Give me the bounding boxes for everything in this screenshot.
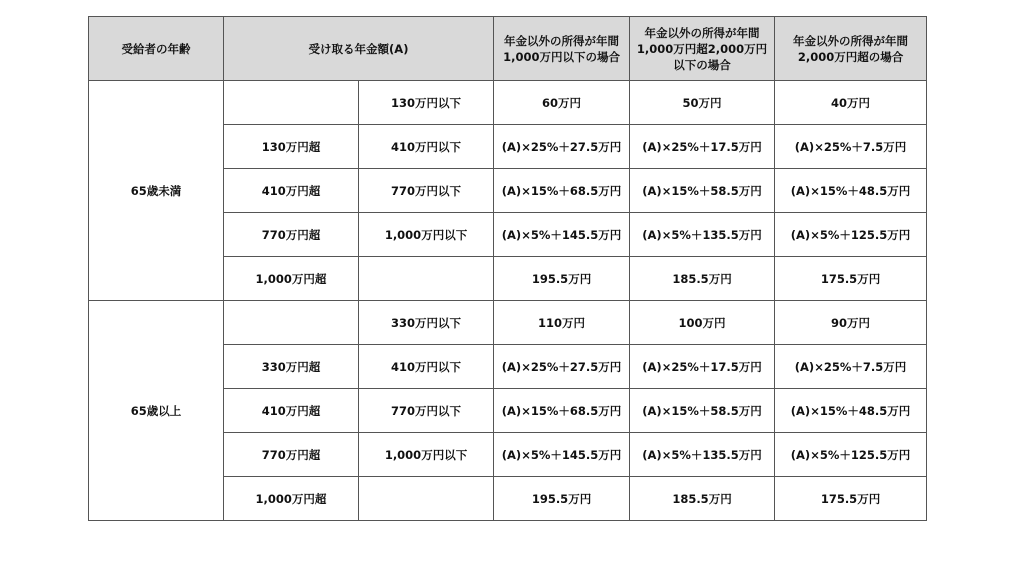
deduction-under-10m-cell: (A)×15%＋68.5万円 (494, 169, 630, 213)
pension-to-cell (359, 257, 494, 301)
deduction-over-20m-cell: (A)×5%＋125.5万円 (775, 213, 927, 257)
deduction-10m-to-20m-cell: 100万円 (630, 301, 775, 345)
deduction-over-20m-cell: 175.5万円 (775, 477, 927, 521)
age-group-cell: 65歳以上 (89, 301, 224, 521)
pension-from-cell: 770万円超 (224, 213, 359, 257)
deduction-10m-to-20m-cell: 50万円 (630, 81, 775, 125)
pension-from-cell: 410万円超 (224, 389, 359, 433)
header-pension-amount: 受け取る年金額(A) (224, 17, 494, 81)
deduction-under-10m-cell: (A)×25%＋27.5万円 (494, 125, 630, 169)
pension-to-cell: 770万円以下 (359, 169, 494, 213)
header-row (89, 17, 927, 81)
pension-from-cell: 330万円超 (224, 345, 359, 389)
pension-deduction-table (88, 16, 927, 521)
deduction-over-20m-cell: (A)×5%＋125.5万円 (775, 433, 927, 477)
deduction-10m-to-20m-cell: (A)×25%＋17.5万円 (630, 125, 775, 169)
deduction-under-10m-cell: (A)×5%＋145.5万円 (494, 213, 630, 257)
deduction-over-20m-cell: 90万円 (775, 301, 927, 345)
deduction-10m-to-20m-cell: (A)×5%＋135.5万円 (630, 433, 775, 477)
pension-from-cell: 770万円超 (224, 433, 359, 477)
pension-from-cell: 130万円超 (224, 125, 359, 169)
pension-to-cell: 130万円以下 (359, 81, 494, 125)
age-group-cell: 65歳未満 (89, 81, 224, 301)
deduction-under-10m-cell: 195.5万円 (494, 477, 630, 521)
deduction-10m-to-20m-cell: (A)×5%＋135.5万円 (630, 213, 775, 257)
table-row (89, 81, 927, 125)
pension-to-cell (359, 477, 494, 521)
deduction-over-20m-cell: (A)×15%＋48.5万円 (775, 389, 927, 433)
deduction-under-10m-cell: (A)×15%＋68.5万円 (494, 389, 630, 433)
deduction-under-10m-cell: 195.5万円 (494, 257, 630, 301)
deduction-10m-to-20m-cell: 185.5万円 (630, 257, 775, 301)
pension-from-cell: 1,000万円超 (224, 257, 359, 301)
deduction-under-10m-cell: (A)×25%＋27.5万円 (494, 345, 630, 389)
deduction-under-10m-cell: (A)×5%＋145.5万円 (494, 433, 630, 477)
pension-to-cell: 410万円以下 (359, 125, 494, 169)
pension-from-cell: 410万円超 (224, 169, 359, 213)
pension-to-cell: 410万円以下 (359, 345, 494, 389)
deduction-10m-to-20m-cell: (A)×25%＋17.5万円 (630, 345, 775, 389)
pension-to-cell: 770万円以下 (359, 389, 494, 433)
header-income-under-10m: 年金以外の所得が年間1,000万円以下の場合 (494, 17, 630, 81)
deduction-10m-to-20m-cell: (A)×15%＋58.5万円 (630, 389, 775, 433)
table-row (89, 301, 927, 345)
pension-from-cell: 1,000万円超 (224, 477, 359, 521)
pension-from-cell (224, 81, 359, 125)
header-age: 受給者の年齢 (89, 17, 224, 81)
deduction-over-20m-cell: (A)×25%＋7.5万円 (775, 345, 927, 389)
deduction-over-20m-cell: 40万円 (775, 81, 927, 125)
pension-to-cell: 1,000万円以下 (359, 433, 494, 477)
pension-from-cell (224, 301, 359, 345)
deduction-under-10m-cell: 60万円 (494, 81, 630, 125)
deduction-under-10m-cell: 110万円 (494, 301, 630, 345)
header-income-over-20m: 年金以外の所得が年間2,000万円超の場合 (775, 17, 927, 81)
deduction-10m-to-20m-cell: (A)×15%＋58.5万円 (630, 169, 775, 213)
pension-to-cell: 330万円以下 (359, 301, 494, 345)
deduction-over-20m-cell: 175.5万円 (775, 257, 927, 301)
deduction-over-20m-cell: (A)×15%＋48.5万円 (775, 169, 927, 213)
pension-to-cell: 1,000万円以下 (359, 213, 494, 257)
deduction-10m-to-20m-cell: 185.5万円 (630, 477, 775, 521)
header-income-10m-to-20m: 年金以外の所得が年間1,000万円超2,000万円以下の場合 (630, 17, 775, 81)
deduction-over-20m-cell: (A)×25%＋7.5万円 (775, 125, 927, 169)
